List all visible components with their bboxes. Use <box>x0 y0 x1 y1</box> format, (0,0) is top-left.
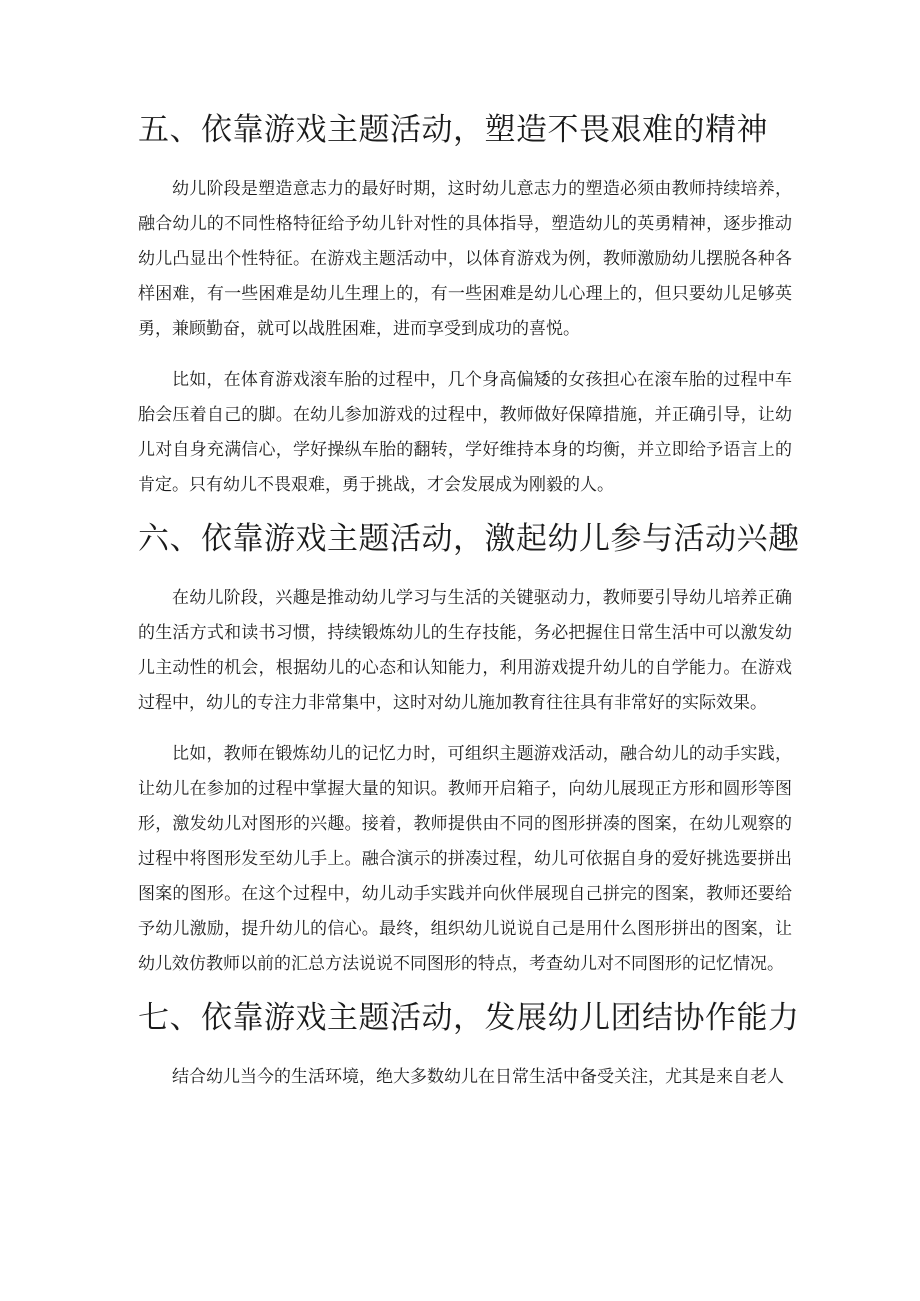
body-paragraph: 比如，教师在锻炼幼儿的记忆力时，可组织主题游戏活动，融合幼儿的动手实践，让幼儿在参加的过程中掌握大量的知识。教师开启箱子，向幼儿展现正方形和圆形等图形，激发幼儿对图形的兴趣。接着，教师提供由不同的图形拼凑的图案，在幼儿观察的过程中将图形发至幼儿手上。融合演示的拼凑过程，幼儿可依据自身的爱好挑选要拼出图案的图形。在这个过程中，幼儿动手实践并向伙伴展现自己拼完的图案，教师还要给予幼儿激励，提升幼儿的信心。最终，组织幼儿说说自己是用什么图形拼出的图案，让幼儿效仿教师以前的汇总方法说说不同图形的特点，考查幼儿对不同图形的记忆情况。 <box>138 744 792 974</box>
section-six <box>138 519 800 982</box>
section-heading: 七、依靠游戏主题活动，发展幼儿团结协作能力 <box>138 1000 800 1036</box>
section-heading: 六、依靠游戏主题活动，激起幼儿参与活动兴趣 <box>138 521 800 557</box>
section-seven <box>138 998 800 1095</box>
section-five <box>138 110 792 503</box>
section-heading: 五、依靠游戏主题活动，塑造不畏艰难的精神 <box>138 112 768 148</box>
body-paragraph: 在幼儿阶段，兴趣是推动幼儿学习与生活的关键驱动力，教师要引导幼儿培养正确的生活方式和读书习惯，持续锻炼幼儿的生存技能，务必把握住日常生活中可以激发幼儿主动性的机会，根据幼儿的心态和认知能力，利用游戏提升幼儿的自学能力。在游戏过程中，幼儿的专注力非常集中，这时对幼儿施加教育往往具有非常好的实际效果。 <box>138 588 792 713</box>
body-paragraph: 比如，在体育游戏滚车胎的过程中，几个身高偏矮的女孩担心在滚车胎的过程中车胎会压着自己的脚。在幼儿参加游戏的过程中，教师做好保障措施，并正确引导，让幼儿对自身充满信心，学好操纵车胎的翻转，学好维持本身的均衡，并立即给予语言上的肯定。只有幼儿不畏艰难，勇于挑战，才会发展成为刚毅的人。 <box>138 370 792 495</box>
body-paragraph: 幼儿阶段是塑造意志力的最好时期，这时幼儿意志力的塑造必须由教师持续培养，融合幼儿的不同性格特征给予幼儿针对性的具体指导，塑造幼儿的英勇精神，逐步推动幼儿凸显出个性特征。在游戏主题活动中，以体育游戏为例，教师激励幼儿摆脱各种各样困难，有一些困难是幼儿生理上的，有一些困难是幼儿心理上的，但只要幼儿足够英勇，兼顾勤奋，就可以战胜困难，进而享受到成功的喜悦。 <box>138 179 792 339</box>
body-paragraph: 结合幼儿当今的生活环境，绝大多数幼儿在日常生活中备受关注，尤其是来自老人 <box>172 1067 784 1087</box>
